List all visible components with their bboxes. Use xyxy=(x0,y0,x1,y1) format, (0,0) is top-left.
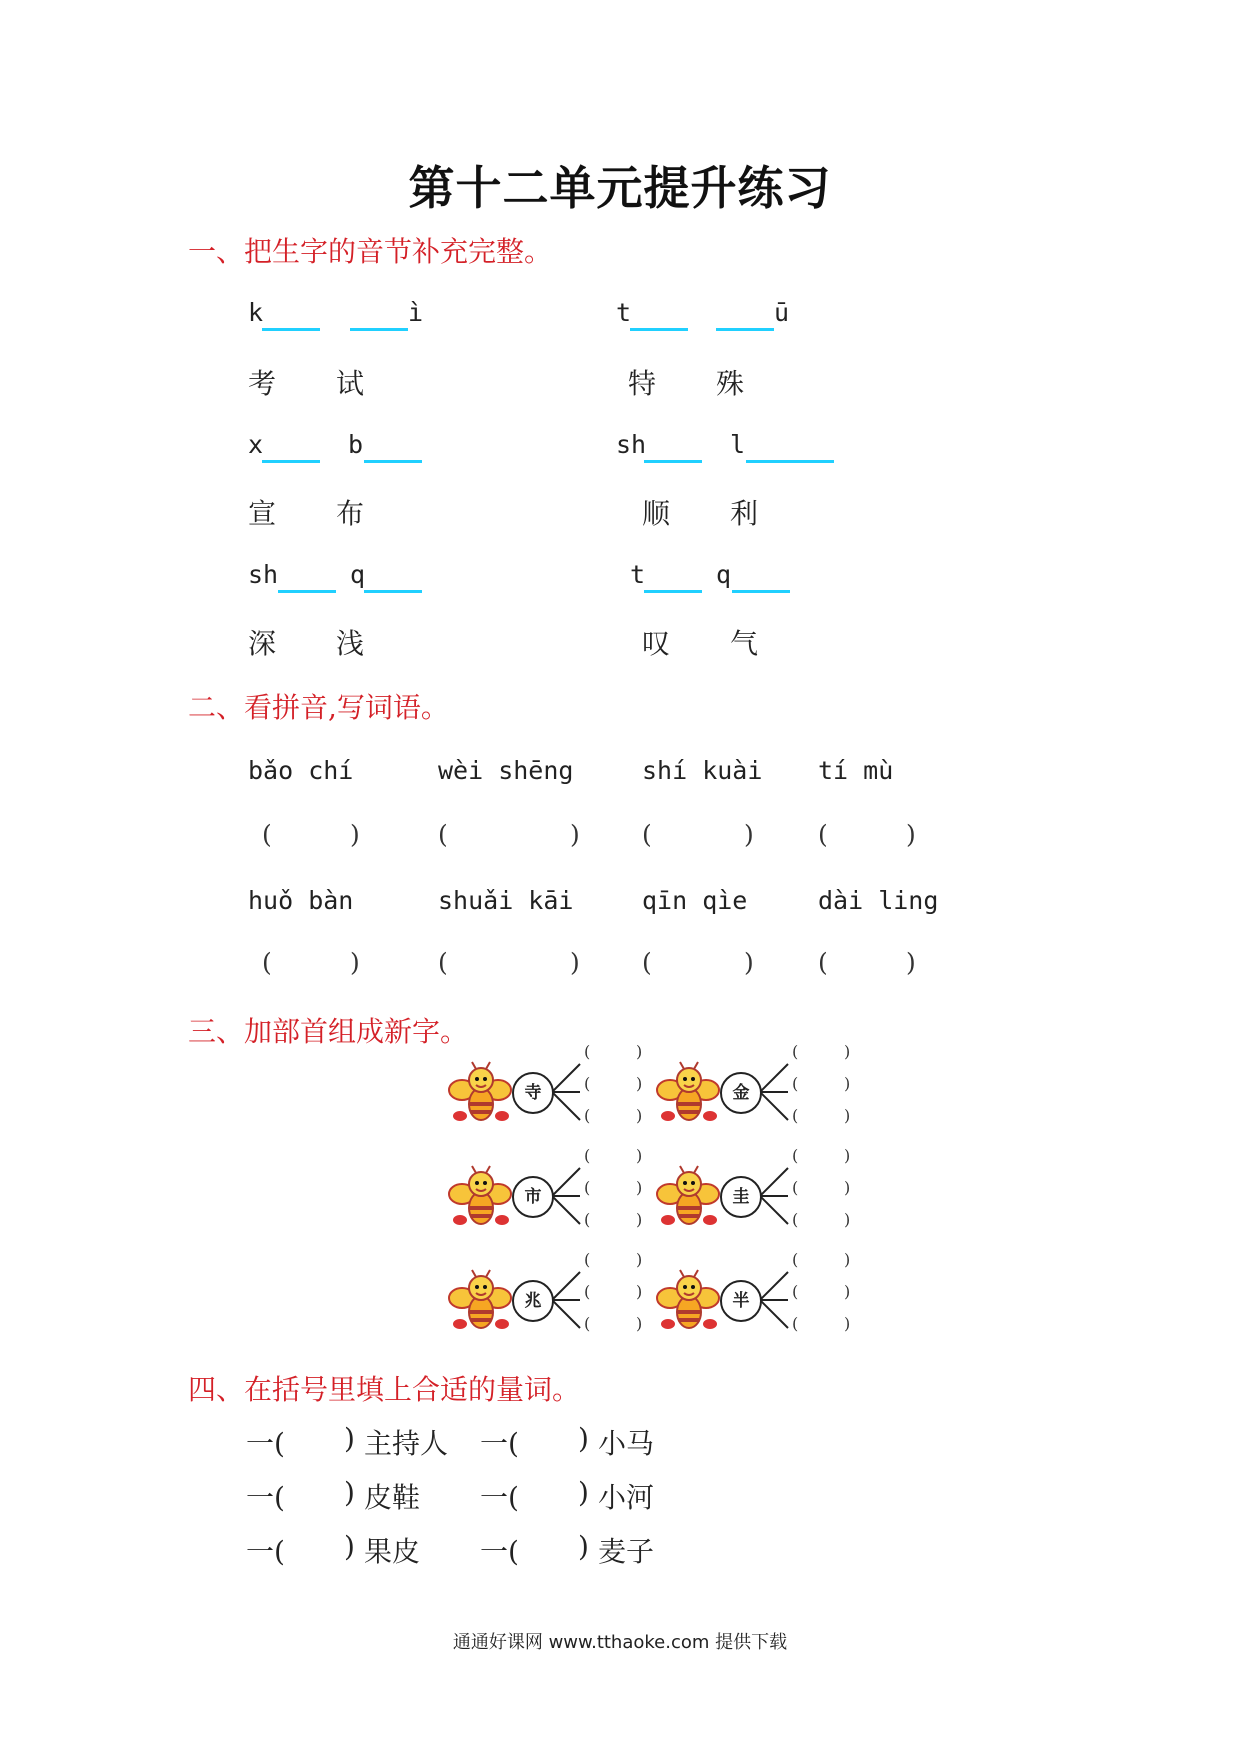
pinyin-x: x xyxy=(248,430,264,459)
pinyin-i: ì xyxy=(408,298,424,327)
pinyin-blank[interactable] xyxy=(732,590,790,593)
pinyin-blank[interactable] xyxy=(364,460,422,463)
measure-noun: 麦子 xyxy=(598,1535,655,1568)
answer-paren-close: ) xyxy=(906,820,916,849)
pinyin-q: q xyxy=(350,560,366,589)
new-char-paren-open[interactable]: ( xyxy=(584,1106,591,1125)
char-xuan: 宣 xyxy=(248,497,277,530)
new-char-paren-close: ) xyxy=(844,1210,851,1229)
new-char-paren-close: ) xyxy=(636,1106,643,1125)
new-char-paren-open[interactable]: ( xyxy=(792,1146,799,1165)
pinyin-blank[interactable] xyxy=(262,328,320,331)
bee-icon xyxy=(448,1060,514,1130)
radical-root-char: 兆 xyxy=(512,1280,554,1322)
char-qi: 气 xyxy=(730,627,759,660)
pinyin-t: t xyxy=(616,298,632,327)
char-li: 利 xyxy=(730,497,759,530)
new-char-paren-open[interactable]: ( xyxy=(792,1178,799,1197)
measure-noun: 皮鞋 xyxy=(364,1481,421,1514)
pinyin-word: shuǎi kāi xyxy=(438,886,574,915)
answer-paren-open[interactable]: ( xyxy=(262,820,272,849)
new-char-paren-close: ) xyxy=(844,1146,851,1165)
new-char-paren-close: ) xyxy=(844,1250,851,1269)
answer-paren-open[interactable]: ( xyxy=(262,948,272,977)
new-char-paren-close: ) xyxy=(636,1210,643,1229)
char-shu: 殊 xyxy=(716,367,745,400)
answer-paren-open[interactable]: ( xyxy=(642,948,652,977)
pinyin-word: dài ling xyxy=(818,886,939,915)
pinyin-blank[interactable] xyxy=(364,590,422,593)
new-char-paren-open[interactable]: ( xyxy=(584,1042,591,1061)
new-char-paren-close: ) xyxy=(844,1074,851,1093)
section-1-heading: 一、把生字的音节补充完整。 xyxy=(188,235,553,268)
measure-prefix[interactable]: 一( xyxy=(246,1481,285,1514)
char-tan: 叹 xyxy=(642,627,671,660)
new-char-paren-open[interactable]: ( xyxy=(792,1042,799,1061)
pinyin-blank[interactable] xyxy=(350,328,408,331)
new-char-paren-open[interactable]: ( xyxy=(584,1210,591,1229)
new-char-paren-close: ) xyxy=(636,1178,643,1197)
pinyin-sh: sh xyxy=(616,430,647,459)
measure-close: ) xyxy=(578,1476,589,1509)
bee-icon xyxy=(656,1164,722,1234)
answer-paren-close: ) xyxy=(570,820,580,849)
measure-prefix[interactable]: 一( xyxy=(246,1535,285,1568)
new-char-paren-close: ) xyxy=(844,1314,851,1333)
new-char-paren-open[interactable]: ( xyxy=(792,1074,799,1093)
char-shun: 顺 xyxy=(642,497,671,530)
pinyin-blank[interactable] xyxy=(278,590,336,593)
pinyin-blank[interactable] xyxy=(746,460,834,463)
answer-paren-open[interactable]: ( xyxy=(642,820,652,849)
pinyin-b: b xyxy=(348,430,364,459)
new-char-paren-close: ) xyxy=(844,1106,851,1125)
measure-close: ) xyxy=(578,1422,589,1455)
new-char-paren-open[interactable]: ( xyxy=(584,1282,591,1301)
radical-root-char: 寺 xyxy=(512,1072,554,1114)
new-char-paren-close: ) xyxy=(844,1042,851,1061)
page-title: 第十二单元提升练习 xyxy=(408,161,832,215)
section-3-heading: 三、加部首组成新字。 xyxy=(188,1015,469,1048)
new-char-paren-open[interactable]: ( xyxy=(792,1314,799,1333)
pinyin-word: shí kuài xyxy=(642,756,763,785)
answer-paren-open[interactable]: ( xyxy=(438,820,448,849)
measure-close: ) xyxy=(344,1476,355,1509)
answer-paren-close: ) xyxy=(906,948,916,977)
new-char-paren-open[interactable]: ( xyxy=(792,1282,799,1301)
new-char-paren-close: ) xyxy=(636,1314,643,1333)
pinyin-word: wèi shēng xyxy=(438,756,574,785)
new-char-paren-close: ) xyxy=(844,1178,851,1197)
measure-noun: 小河 xyxy=(598,1481,655,1514)
new-char-paren-close: ) xyxy=(636,1074,643,1093)
bee-icon xyxy=(656,1268,722,1338)
new-char-paren-open[interactable]: ( xyxy=(584,1146,591,1165)
measure-prefix[interactable]: 一( xyxy=(480,1427,519,1460)
measure-close: ) xyxy=(344,1422,355,1455)
new-char-paren-open[interactable]: ( xyxy=(584,1074,591,1093)
new-char-paren-close: ) xyxy=(636,1042,643,1061)
new-char-paren-open[interactable]: ( xyxy=(792,1106,799,1125)
char-kao: 考 xyxy=(248,367,277,400)
char-shen: 深 xyxy=(248,627,277,660)
measure-close: ) xyxy=(344,1530,355,1563)
measure-noun: 小马 xyxy=(598,1427,655,1460)
section-2-heading: 二、看拼音,写词语。 xyxy=(188,691,449,724)
pinyin-blank[interactable] xyxy=(644,460,702,463)
answer-paren-close: ) xyxy=(744,948,754,977)
new-char-paren-open[interactable]: ( xyxy=(792,1210,799,1229)
pinyin-sh: sh xyxy=(248,560,279,589)
pinyin-blank[interactable] xyxy=(262,460,320,463)
pinyin-word: tí mù xyxy=(818,756,894,785)
footer-credit: 通通好课网 www.tthaoke.com 提供下载 xyxy=(452,1632,788,1653)
pinyin-q: q xyxy=(716,560,732,589)
radical-root-char: 市 xyxy=(512,1176,554,1218)
radical-root-char: 金 xyxy=(720,1072,762,1114)
new-char-paren-open[interactable]: ( xyxy=(584,1178,591,1197)
new-char-paren-close: ) xyxy=(636,1250,643,1269)
pinyin-word: qīn qìe xyxy=(642,886,748,915)
pinyin-word: huǒ bàn xyxy=(248,886,354,915)
bee-icon xyxy=(656,1060,722,1130)
bee-icon xyxy=(448,1268,514,1338)
pinyin-word: bǎo chí xyxy=(248,756,354,785)
char-bu: 布 xyxy=(336,497,365,530)
radical-root-char: 半 xyxy=(720,1280,762,1322)
answer-paren-open[interactable]: ( xyxy=(818,820,828,849)
measure-noun: 主持人 xyxy=(364,1427,449,1460)
bee-icon xyxy=(448,1164,514,1234)
new-char-paren-close: ) xyxy=(636,1146,643,1165)
new-char-paren-open[interactable]: ( xyxy=(584,1250,591,1269)
new-char-paren-close: ) xyxy=(844,1282,851,1301)
pinyin-u: ū xyxy=(774,298,790,327)
answer-paren-close: ) xyxy=(570,948,580,977)
section-4-heading: 四、在括号里填上合适的量词。 xyxy=(188,1373,581,1406)
measure-close: ) xyxy=(578,1530,589,1563)
pinyin-blank[interactable] xyxy=(630,328,688,331)
answer-paren-open[interactable]: ( xyxy=(438,948,448,977)
pinyin-blank[interactable] xyxy=(644,590,702,593)
measure-noun: 果皮 xyxy=(364,1535,421,1568)
answer-paren-close: ) xyxy=(350,948,360,977)
char-te: 特 xyxy=(628,367,657,400)
char-shi: 试 xyxy=(336,367,365,400)
pinyin-k: k xyxy=(248,298,264,327)
answer-paren-close: ) xyxy=(744,820,754,849)
new-char-paren-open[interactable]: ( xyxy=(792,1250,799,1269)
new-char-paren-close: ) xyxy=(636,1282,643,1301)
radical-root-char: 圭 xyxy=(720,1176,762,1218)
char-qian: 浅 xyxy=(336,627,365,660)
pinyin-l: l xyxy=(730,430,746,459)
measure-prefix[interactable]: 一( xyxy=(480,1481,519,1514)
measure-prefix[interactable]: 一( xyxy=(480,1535,519,1568)
answer-paren-open[interactable]: ( xyxy=(818,948,828,977)
new-char-paren-open[interactable]: ( xyxy=(584,1314,591,1333)
pinyin-blank[interactable] xyxy=(716,328,774,331)
measure-prefix[interactable]: 一( xyxy=(246,1427,285,1460)
answer-paren-close: ) xyxy=(350,820,360,849)
pinyin-t: t xyxy=(630,560,646,589)
